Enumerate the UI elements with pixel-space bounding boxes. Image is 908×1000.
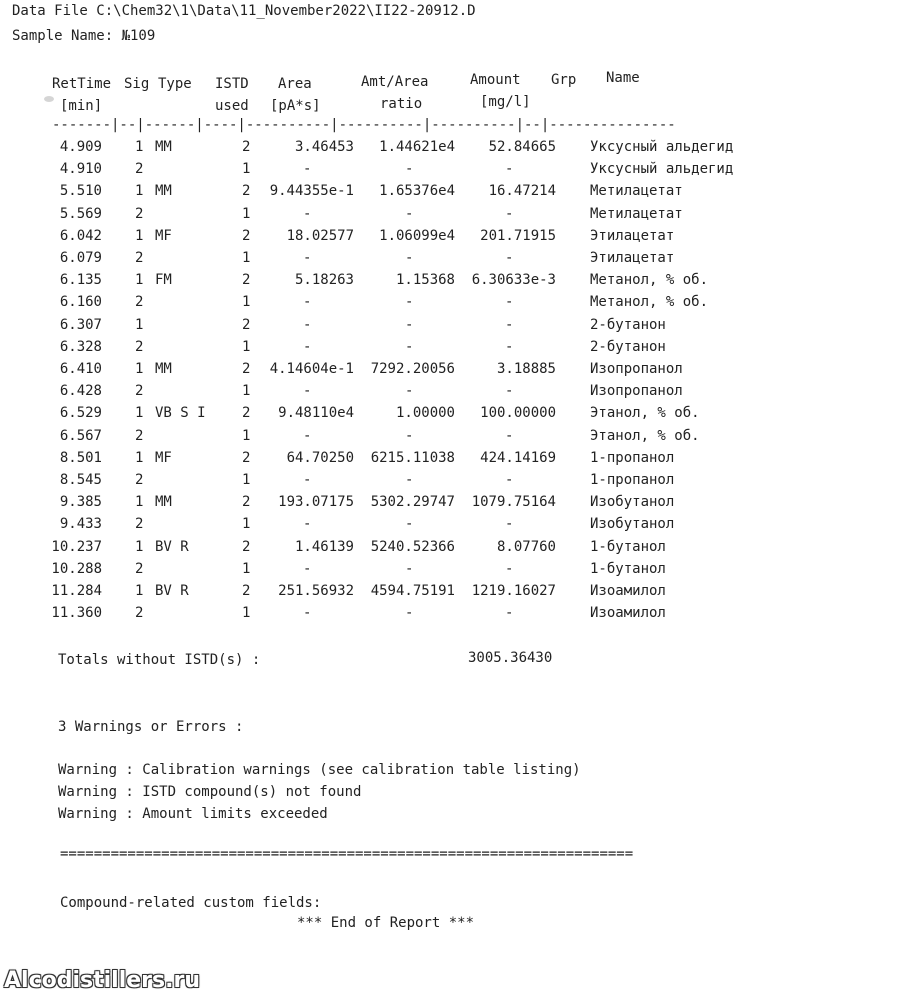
cell-type: BV R [155, 583, 189, 599]
cell-name: 1-пропанол [590, 449, 675, 466]
cell-name: Этанол, % об. [590, 405, 700, 422]
cell-name: 1-бутанол [590, 560, 666, 577]
col-istd: ISTD [215, 76, 249, 92]
cell-istd: 2 [242, 583, 251, 599]
cell-amount: - [505, 205, 514, 222]
cell-istd: 1 [242, 161, 251, 178]
cell-amount: - [505, 605, 514, 622]
end-of-report: *** End of Report *** [297, 915, 475, 931]
table-row [0, 605, 908, 627]
cell-area: - [303, 605, 312, 622]
cell-area: - [303, 472, 312, 488]
cell-istd: 1 [242, 205, 251, 222]
cell-istd: 1 [242, 294, 251, 311]
warning-item: Warning : Amount limits exceeded [58, 806, 328, 822]
table-row [0, 317, 908, 339]
cell-amount: - [505, 472, 514, 488]
table-row [0, 472, 908, 494]
cell-ratio: - [405, 338, 414, 355]
cell-istd: 1 [242, 472, 251, 488]
cell-rettime: 8.545 [59, 472, 102, 488]
table-row [0, 161, 908, 183]
cell-sig: 2 [135, 250, 144, 266]
col-name: Name [606, 70, 640, 86]
cell-amount: 6.30633e-3 [471, 272, 556, 289]
cell-istd: 2 [242, 316, 251, 333]
cell-rettime: 8.501 [59, 449, 102, 466]
cell-istd: 2 [242, 538, 251, 555]
cell-istd: 1 [242, 427, 251, 444]
cell-area: 1.46139 [294, 538, 354, 555]
cell-istd: 2 [242, 449, 251, 466]
cell-sig: 2 [135, 516, 144, 533]
cell-ratio: 5302.29747 [370, 494, 455, 511]
cell-area: - [303, 250, 312, 266]
cell-name: Изопропанол [590, 361, 683, 377]
cell-istd: 2 [242, 361, 251, 377]
cell-amount: - [505, 427, 514, 444]
cell-sig: 1 [135, 272, 144, 289]
table-row [0, 516, 908, 538]
cell-sig: 1 [135, 227, 144, 244]
cell-sig: 1 [135, 139, 144, 155]
cell-name: Этилацетат [590, 250, 675, 266]
cell-sig: 1 [135, 405, 144, 422]
cell-area: - [303, 516, 312, 533]
cell-name: Уксусный альдегид [590, 139, 734, 155]
cell-type: VB S I [155, 405, 206, 422]
cell-ratio: - [405, 427, 414, 444]
cell-sig: 1 [135, 183, 144, 200]
cell-area: 5.18263 [294, 272, 354, 289]
cell-rettime: 6.042 [59, 227, 102, 244]
table-row [0, 250, 908, 272]
cell-type: MF [155, 227, 172, 244]
cell-rettime: 5.510 [59, 183, 102, 200]
col-grp: Grp [551, 72, 577, 88]
col-rettime: RetTime [52, 76, 112, 92]
cell-ratio: 1.15368 [395, 272, 455, 289]
cell-rettime: 6.160 [59, 294, 102, 311]
sample-name-line: Sample Name: №109 [12, 28, 156, 44]
cell-amount: 3.18885 [496, 361, 556, 377]
table-row [0, 450, 908, 472]
cell-rettime: 6.428 [59, 383, 102, 400]
cell-type: MF [155, 449, 172, 466]
cell-type: MM [155, 139, 172, 155]
col-type: Type [158, 76, 192, 92]
header-separator: -------|--|------|----|----------|----------|----------|--|--------------- [52, 117, 676, 133]
cell-rettime: 11.284 [51, 583, 102, 599]
cell-sig: 1 [135, 361, 144, 377]
cell-rettime: 6.410 [59, 361, 102, 377]
cell-name: 2-бутанон [590, 338, 666, 355]
watermark-logo: Alcodistillers.ru [4, 968, 200, 993]
cell-rettime: 11.360 [51, 605, 102, 622]
cell-rettime: 6.328 [59, 338, 102, 355]
cell-sig: 1 [135, 583, 144, 599]
warning-item: Warning : ISTD compound(s) not found [58, 784, 362, 800]
cell-rettime: 9.433 [59, 516, 102, 533]
cell-amount: - [505, 294, 514, 311]
cell-ratio: - [405, 383, 414, 400]
cell-istd: 2 [242, 494, 251, 511]
cell-ratio: 1.44621e4 [379, 139, 455, 155]
col-istd-used: used [215, 98, 249, 114]
cell-rettime: 6.307 [59, 316, 102, 333]
col-amtarea-ratio: ratio [380, 96, 423, 112]
table-row [0, 383, 908, 405]
cell-area: 64.70250 [286, 449, 354, 466]
col-amtarea: Amt/Area [361, 74, 429, 90]
cell-rettime: 6.567 [59, 427, 102, 444]
cell-name: Изоамилол [590, 605, 666, 622]
cell-ratio: 5240.52366 [370, 538, 455, 555]
table-row [0, 539, 908, 561]
cell-ratio: - [405, 472, 414, 488]
table-row [0, 272, 908, 294]
cell-sig: 2 [135, 338, 144, 355]
cell-type: BV R [155, 538, 189, 555]
cell-amount: - [505, 316, 514, 333]
cell-sig: 2 [135, 427, 144, 444]
data-file-line: Data File C:\Chem32\1\Data\11_November2022\II22-20912.D [12, 3, 476, 19]
cell-ratio: - [405, 161, 414, 178]
cell-istd: 1 [242, 250, 251, 266]
cell-amount: 424.14169 [480, 449, 556, 466]
cell-rettime: 5.569 [59, 205, 102, 222]
cell-sig: 2 [135, 383, 144, 400]
cell-ratio: 4594.75191 [370, 583, 455, 599]
cell-area: - [303, 161, 312, 178]
cell-amount: 52.84665 [488, 139, 556, 155]
cell-rettime: 4.909 [59, 139, 102, 155]
cell-istd: 2 [242, 183, 251, 200]
table-row [0, 183, 908, 205]
col-rettime-unit: [min] [60, 98, 103, 114]
cell-rettime: 10.237 [51, 538, 102, 555]
cell-area: - [303, 427, 312, 444]
warnings-heading: 3 Warnings or Errors : [58, 719, 244, 735]
cell-name: Этанол, % об. [590, 427, 700, 444]
cell-istd: 1 [242, 605, 251, 622]
cell-amount: 1219.16027 [471, 583, 556, 599]
cell-sig: 2 [135, 560, 144, 577]
cell-type: MM [155, 494, 172, 511]
table-row [0, 294, 908, 316]
col-area: Area [278, 76, 312, 92]
cell-area: - [303, 294, 312, 311]
table-row [0, 206, 908, 228]
cell-amount: 8.07760 [496, 538, 556, 555]
table-row [0, 561, 908, 583]
totals-value: 3005.36430 [468, 650, 553, 666]
table-row [0, 339, 908, 361]
cell-area: 9.44355e-1 [269, 183, 354, 200]
cell-amount: 1079.75164 [471, 494, 556, 511]
cell-amount: - [505, 161, 514, 178]
warning-item: Warning : Calibration warnings (see calibration table listing) [58, 762, 581, 778]
cell-area: - [303, 560, 312, 577]
scan-smudge [44, 96, 54, 102]
table-row [0, 405, 908, 427]
cell-rettime: 10.288 [51, 560, 102, 577]
cell-ratio: - [405, 294, 414, 311]
cell-area: 4.14604e-1 [269, 361, 354, 377]
totals-label: Totals without ISTD(s) : [58, 652, 261, 668]
col-area-unit: [pA*s] [270, 98, 321, 114]
cell-name: 1-бутанол [590, 538, 666, 555]
cell-istd: 2 [242, 405, 251, 422]
cell-area: 3.46453 [294, 139, 354, 155]
cell-name: Изоамилол [590, 583, 666, 599]
col-sig: Sig [124, 76, 150, 92]
col-amount: Amount [470, 72, 521, 88]
cell-ratio: 1.06099e4 [379, 227, 455, 244]
cell-ratio: 7292.20056 [370, 361, 455, 377]
cell-amount: - [505, 383, 514, 400]
cell-sig: 1 [135, 538, 144, 555]
cell-name: Метанол, % об. [590, 294, 709, 311]
cell-amount: - [505, 560, 514, 577]
cell-ratio: 1.65376e4 [379, 183, 455, 200]
table-row [0, 494, 908, 516]
cell-area: - [303, 205, 312, 222]
cell-amount: - [505, 338, 514, 355]
table-row [0, 361, 908, 383]
cell-istd: 1 [242, 338, 251, 355]
cell-rettime: 9.385 [59, 494, 102, 511]
col-amount-unit: [mg/l] [480, 94, 531, 110]
cell-area: - [303, 383, 312, 400]
cell-sig: 2 [135, 605, 144, 622]
cell-ratio: 1.00000 [395, 405, 455, 422]
cell-area: 9.48110e4 [278, 405, 354, 422]
cell-rettime: 6.135 [59, 272, 102, 289]
cell-sig: 1 [135, 316, 144, 333]
cell-name: Этилацетат [590, 227, 675, 244]
cell-sig: 1 [135, 494, 144, 511]
cell-sig: 2 [135, 205, 144, 222]
cell-name: Метилацетат [590, 205, 683, 222]
cell-istd: 1 [242, 560, 251, 577]
cell-amount: - [505, 516, 514, 533]
cell-sig: 2 [135, 161, 144, 178]
cell-type: MM [155, 183, 172, 200]
cell-rettime: 6.079 [59, 250, 102, 266]
cell-area: 193.07175 [278, 494, 354, 511]
cell-sig: 2 [135, 472, 144, 488]
cell-ratio: - [405, 560, 414, 577]
cell-rettime: 4.910 [59, 161, 102, 178]
cell-amount: 16.47214 [488, 183, 556, 200]
cell-type: FM [155, 272, 172, 289]
cell-ratio: - [405, 250, 414, 266]
cell-ratio: - [405, 516, 414, 533]
cell-sig: 1 [135, 449, 144, 466]
cell-istd: 2 [242, 272, 251, 289]
table-row [0, 139, 908, 161]
cell-name: Метанол, % об. [590, 272, 709, 289]
footer-rule: ==================================================================== [60, 846, 634, 862]
table-row [0, 228, 908, 250]
cell-istd: 2 [242, 139, 251, 155]
cell-ratio: 6215.11038 [370, 449, 455, 466]
cell-amount: - [505, 250, 514, 266]
cell-rettime: 6.529 [59, 405, 102, 422]
cell-sig: 2 [135, 294, 144, 311]
cell-istd: 1 [242, 516, 251, 533]
cell-name: Уксусный альдегид [590, 161, 734, 178]
table-row [0, 428, 908, 450]
table-row [0, 583, 908, 605]
cell-istd: 1 [242, 383, 251, 400]
cell-ratio: - [405, 316, 414, 333]
cell-amount: 201.71915 [480, 227, 556, 244]
cell-istd: 2 [242, 227, 251, 244]
cell-type: MM [155, 361, 172, 377]
cell-ratio: - [405, 205, 414, 222]
cell-name: 2-бутанон [590, 316, 666, 333]
cell-ratio: - [405, 605, 414, 622]
cell-name: Метилацетат [590, 183, 683, 200]
cell-name: Изопропанол [590, 383, 683, 400]
cell-area: 18.02577 [286, 227, 354, 244]
custom-fields-label: Compound-related custom fields: [60, 895, 322, 911]
cell-name: Изобутанол [590, 516, 675, 533]
cell-amount: 100.00000 [480, 405, 556, 422]
cell-area: - [303, 316, 312, 333]
cell-area: 251.56932 [278, 583, 354, 599]
cell-name: Изобутанол [590, 494, 675, 511]
cell-name: 1-пропанол [590, 472, 675, 488]
cell-area: - [303, 338, 312, 355]
